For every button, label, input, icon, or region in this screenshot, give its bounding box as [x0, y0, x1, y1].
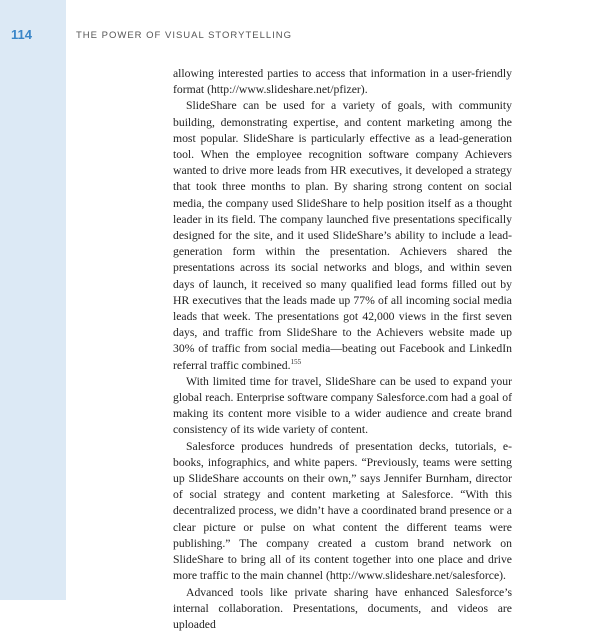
paragraph-text: Advanced tools like private sharing have enhanced Salesforce’s internal collaboration. Presentations, documents, and videos are uploaded — [173, 586, 512, 631]
body-text — [173, 66, 512, 633]
page-margin-band — [0, 0, 66, 600]
paragraph — [173, 66, 512, 98]
page-header — [0, 27, 600, 43]
footnote-marker: 155 — [291, 358, 302, 366]
paragraph — [173, 98, 512, 373]
paragraph-text: With limited time for travel, SlideShare can be used to expand your global reach. Enterprise software company Salesforce.com had a goal of making its content more visible to a wider audience and create brand consistency of its wide variety of content. — [173, 375, 512, 437]
paragraph — [173, 585, 512, 633]
page-number: 114 — [11, 27, 32, 43]
paragraph — [173, 374, 512, 439]
running-head: THE POWER OF VISUAL STORYTELLING — [76, 28, 292, 44]
paragraph — [173, 439, 512, 585]
paragraph-text: Salesforce produces hundreds of presentation decks, tutorials, e-books, infographics, and white papers. “Previously, teams were setting up SlideShare accounts on their own,” says Jennifer Burnham, director of social strategy and content marketing at Salesforce. “With this decentralized process, we didn’t have a coordinated brand presence or a clear picture or pulse on what content the different teams were publishing.” The company created a custom brand network on SlideShare to bring all of its content together into one place and drive more traffic to the main channel (http://www.slideshare.net/salesforce). — [173, 440, 512, 583]
paragraph-text: allowing interested parties to access that information in a user-friendly format (http://www.slideshare.net/pfizer). — [173, 67, 512, 96]
paragraph-text: SlideShare can be used for a variety of goals, with community building, demonstrating expertise, and content marketing among the most popular. SlideShare is particularly effective as a lead-generation tool. When the employee recognition software company Achievers wanted to drive more leads from HR executives, it developed a strategy that took three months to plan. By sharing strong content on social media, the company used SlideShare to help position itself as a thought leader in its field. The company launched five presentations specifically designed for the site, and it used SlideShare’s ability to include a lead-generation form within the presentation. Achievers shared the presentations across its social networks and blogs, and within seven days of launch, it received so many qualified lead forms filled out by HR executives that the leads made up 77% of all incoming social media leads that week. The presentations got 42,000 views in the first seven days, and traffic from SlideShare to the Achievers website made up 30% of traffic from social media—beating out Facebook and LinkedIn referral traffic combined. — [173, 99, 512, 371]
